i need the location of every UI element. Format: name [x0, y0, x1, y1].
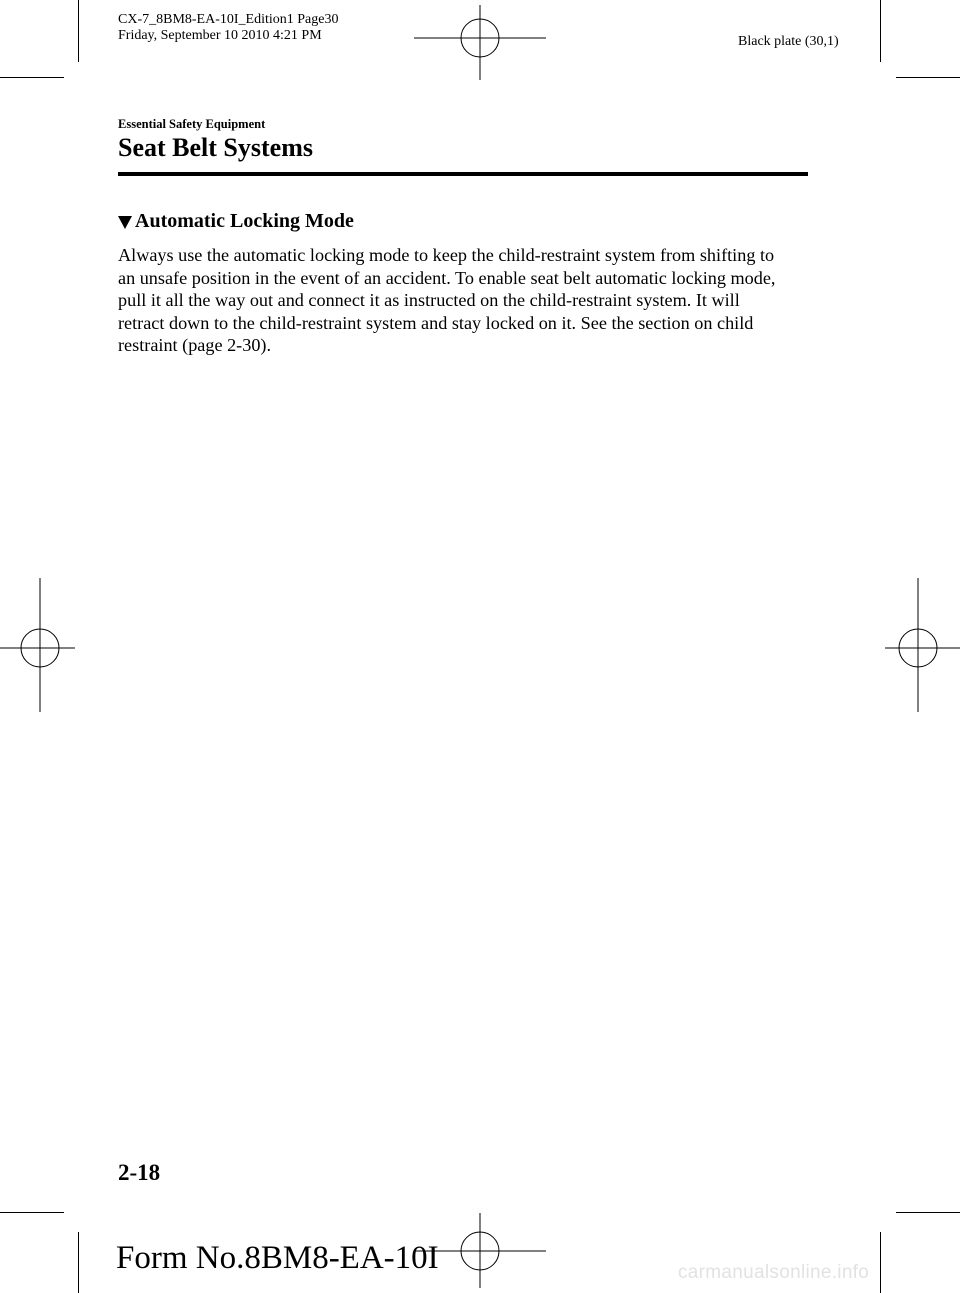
body-line: an unsafe position in the event of an accident. To enable seat belt automatic locking mode, [118, 267, 776, 288]
slug-file-line: CX-7_8BM8-EA-10I_Edition1 Page30 [118, 12, 339, 27]
registration-mark-left [0, 578, 80, 712]
section-label: Essential Safety Equipment [118, 117, 266, 131]
page-title: Seat Belt Systems [118, 133, 313, 162]
body-paragraph [118, 244, 818, 357]
watermark-text: carmanualsonline.info [678, 1262, 870, 1283]
triangle-bullet-icon [118, 216, 132, 229]
subsection-heading-text: Automatic Locking Mode [135, 210, 354, 232]
form-number: Form No.8BM8-EA-10I [116, 1240, 439, 1276]
body-line: pull it all the way out and connect it as instructed on the child-restraint system. It will [118, 290, 740, 310]
slug-date-line: Friday, September 10 2010 4:21 PM [118, 28, 322, 43]
body-line: retract down to the child-restraint system and stay locked on it. See the section on child [118, 312, 754, 333]
registration-mark-right [880, 578, 960, 712]
body-line: Always use the automatic locking mode to keep the child-restraint system from shifting to [118, 245, 775, 265]
print-slug [118, 12, 338, 44]
registration-mark-top [414, 0, 546, 80]
black-plate-label: Black plate (30,1) [738, 34, 839, 49]
page-number: 2-18 [118, 1160, 161, 1185]
title-rule [118, 172, 808, 176]
body-line: restraint (page 2-30). [118, 335, 272, 355]
subsection-heading [118, 210, 354, 233]
